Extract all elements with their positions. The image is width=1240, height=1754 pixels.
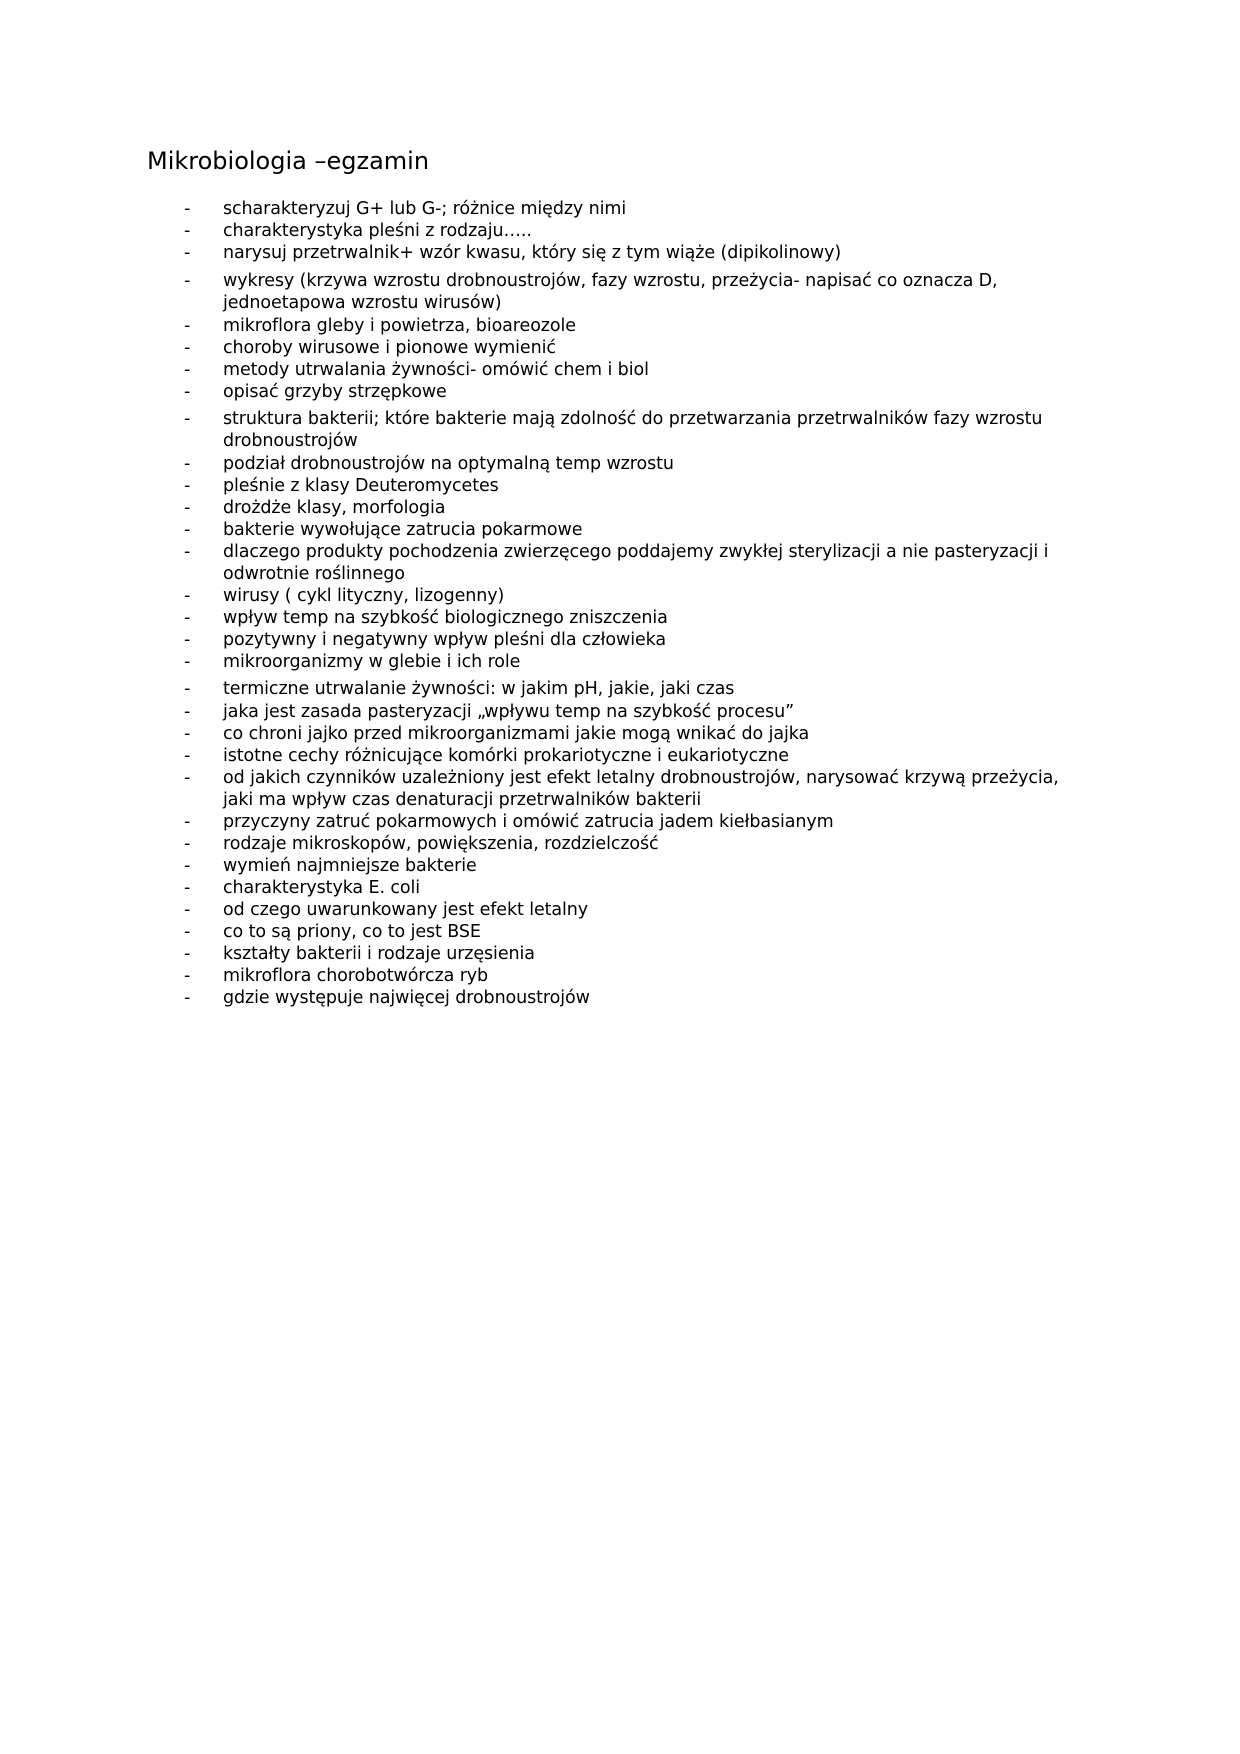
bullet-dash: - — [184, 199, 191, 219]
list-item-text: dlaczego produkty pochodzenia zwierzęcego poddajemy zwykłej sterylizacji a nie pasteryzacji i odwrotnie roślinnego — [223, 542, 1049, 584]
bullet-dash: - — [184, 652, 191, 672]
list-item-text: wirusy ( cykl lityczny, lizogenny) — [223, 586, 505, 606]
list-item-text: narysuj przetrwalnik+ wzór kwasu, który się z tym wiąże (dipikolinowy) — [223, 243, 842, 263]
list-item — [184, 270, 1084, 314]
list-item — [184, 242, 1084, 264]
list-item — [184, 607, 1084, 629]
bullet-dash: - — [184, 476, 191, 496]
list-item — [184, 220, 1084, 242]
list-item-text: termiczne utrwalanie żywności: w jakim pH, jakie, jaki czas — [223, 679, 735, 699]
list-item — [184, 701, 1084, 723]
bullet-dash: - — [184, 454, 191, 474]
bullet-dash: - — [184, 542, 191, 562]
bullet-dash: - — [184, 834, 191, 854]
list-item — [184, 359, 1084, 381]
bullet-dash: - — [184, 856, 191, 876]
list-item-text: jaka jest zasada pasteryzacji „wpływu temp na szybkość procesu” — [223, 702, 795, 722]
list-item — [184, 678, 1084, 700]
list-item-text: wykresy (krzywa wzrostu drobnoustrojów, fazy wzrostu, przeżycia- napisać co oznacza D, jednoetapowa wzrostu wirusów) — [223, 271, 998, 313]
list-item — [184, 723, 1084, 745]
list-item-text: bakterie wywołujące zatrucia pokarmowe — [223, 520, 583, 540]
list-item-text: choroby wirusowe i pionowe wymienić — [223, 338, 556, 358]
bullet-dash: - — [184, 900, 191, 920]
list-item-text: co to są priony, co to jest BSE — [223, 922, 481, 942]
list-item — [184, 877, 1084, 899]
list-item-text: struktura bakterii; które bakterie mają zdolność do przetwarzania przetrwalników fazy wzrostu drobnoustrojów — [223, 409, 1043, 451]
bullet-dash: - — [184, 679, 191, 699]
list-item — [184, 943, 1084, 965]
list-item-text: istotne cechy różnicujące komórki prokariotyczne i eukariotyczne — [223, 746, 789, 766]
bullet-dash: - — [184, 498, 191, 518]
list-item-text: mikroflora gleby i powietrza, bioareozole — [223, 316, 576, 336]
bullet-dash: - — [184, 966, 191, 986]
bullet-dash: - — [184, 944, 191, 964]
bullet-dash: - — [184, 988, 191, 1008]
list-item — [184, 629, 1084, 651]
bullet-dash: - — [184, 520, 191, 540]
bullet-dash: - — [184, 338, 191, 358]
list-item-text: charakterystyka E. coli — [223, 878, 421, 898]
list-item-text: pleśnie z klasy Deuteromycetes — [223, 476, 499, 496]
bullet-dash: - — [184, 382, 191, 402]
bullet-dash: - — [184, 812, 191, 832]
bullet-dash: - — [184, 316, 191, 336]
list-item-text: od czego uwarunkowany jest efekt letalny — [223, 900, 589, 920]
list-item — [184, 453, 1084, 475]
bullet-dash: - — [184, 409, 191, 429]
bullet-dash: - — [184, 724, 191, 744]
bullet-dash: - — [184, 702, 191, 722]
bullet-dash: - — [184, 768, 191, 788]
list-item-text: scharakteryzuj G+ lub G-; różnice między nimi — [223, 199, 627, 219]
list-item-text: wpływ temp na szybkość biologicznego zniszczenia — [223, 608, 668, 628]
list-item-text: metody utrwalania żywności- omówić chem i biol — [223, 360, 649, 380]
list-item — [184, 497, 1084, 519]
list-item — [184, 745, 1084, 767]
list-item — [184, 811, 1084, 833]
bullet-dash: - — [184, 221, 191, 241]
bullet-dash: - — [184, 608, 191, 628]
list-item-text: rodzaje mikroskopów, powiększenia, rozdzielczość — [223, 834, 659, 854]
bullet-dash: - — [184, 586, 191, 606]
list-item — [184, 651, 1084, 673]
list-item — [184, 408, 1084, 452]
list-item-text: przyczyny zatruć pokarmowych i omówić zatrucia jadem kiełbasianym — [223, 812, 834, 832]
list-item-text: od jakich czynników uzależniony jest efekt letalny drobnoustrojów, narysować krzywą przeżycia, jaki ma wpływ czas denaturacji przetrwalników bakterii — [223, 768, 1059, 810]
list-item — [184, 921, 1084, 943]
list-item-text: opisać grzyby strzępkowe — [223, 382, 447, 402]
list-item-text: mikroflora chorobotwórcza ryb — [223, 966, 489, 986]
list-item — [184, 987, 1084, 1009]
list-item-text: mikroorganizmy w glebie i ich role — [223, 652, 521, 672]
list-item — [184, 585, 1084, 607]
bullet-dash: - — [184, 922, 191, 942]
list-item-text: drożdże klasy, morfologia — [223, 498, 446, 518]
list-item-text: podział drobnoustrojów na optymalną temp wzrostu — [223, 454, 674, 474]
bullet-dash: - — [184, 243, 191, 263]
list-item — [184, 198, 1084, 220]
bullet-dash: - — [184, 746, 191, 766]
list-item-text: charakterystyka pleśni z rodzaju….. — [223, 221, 532, 241]
list-item — [184, 833, 1084, 855]
list-item — [184, 519, 1084, 541]
list-item — [184, 381, 1084, 403]
list-item — [184, 855, 1084, 877]
list-item — [184, 541, 1084, 585]
list-item-text: gdzie występuje najwięcej drobnoustrojów — [223, 988, 590, 1008]
list-item — [184, 315, 1084, 337]
list-item — [184, 475, 1084, 497]
bullet-dash: - — [184, 878, 191, 898]
list-item — [184, 767, 1084, 811]
list-item-text: kształty bakterii i rodzaje urzęsienia — [223, 944, 535, 964]
list-item-text: wymień najmniejsze bakterie — [223, 856, 477, 876]
list-item — [184, 899, 1084, 921]
list-item-text: pozytywny i negatywny wpływ pleśni dla człowieka — [223, 630, 666, 650]
list-item-text: co chroni jajko przed mikroorganizmami jakie mogą wnikać do jajka — [223, 724, 810, 744]
list-item — [184, 965, 1084, 987]
document-title: Mikrobiologia –egzamin — [147, 147, 430, 175]
bullet-dash: - — [184, 360, 191, 380]
list-item — [184, 337, 1084, 359]
bullet-dash: - — [184, 630, 191, 650]
bullet-dash: - — [184, 271, 191, 291]
